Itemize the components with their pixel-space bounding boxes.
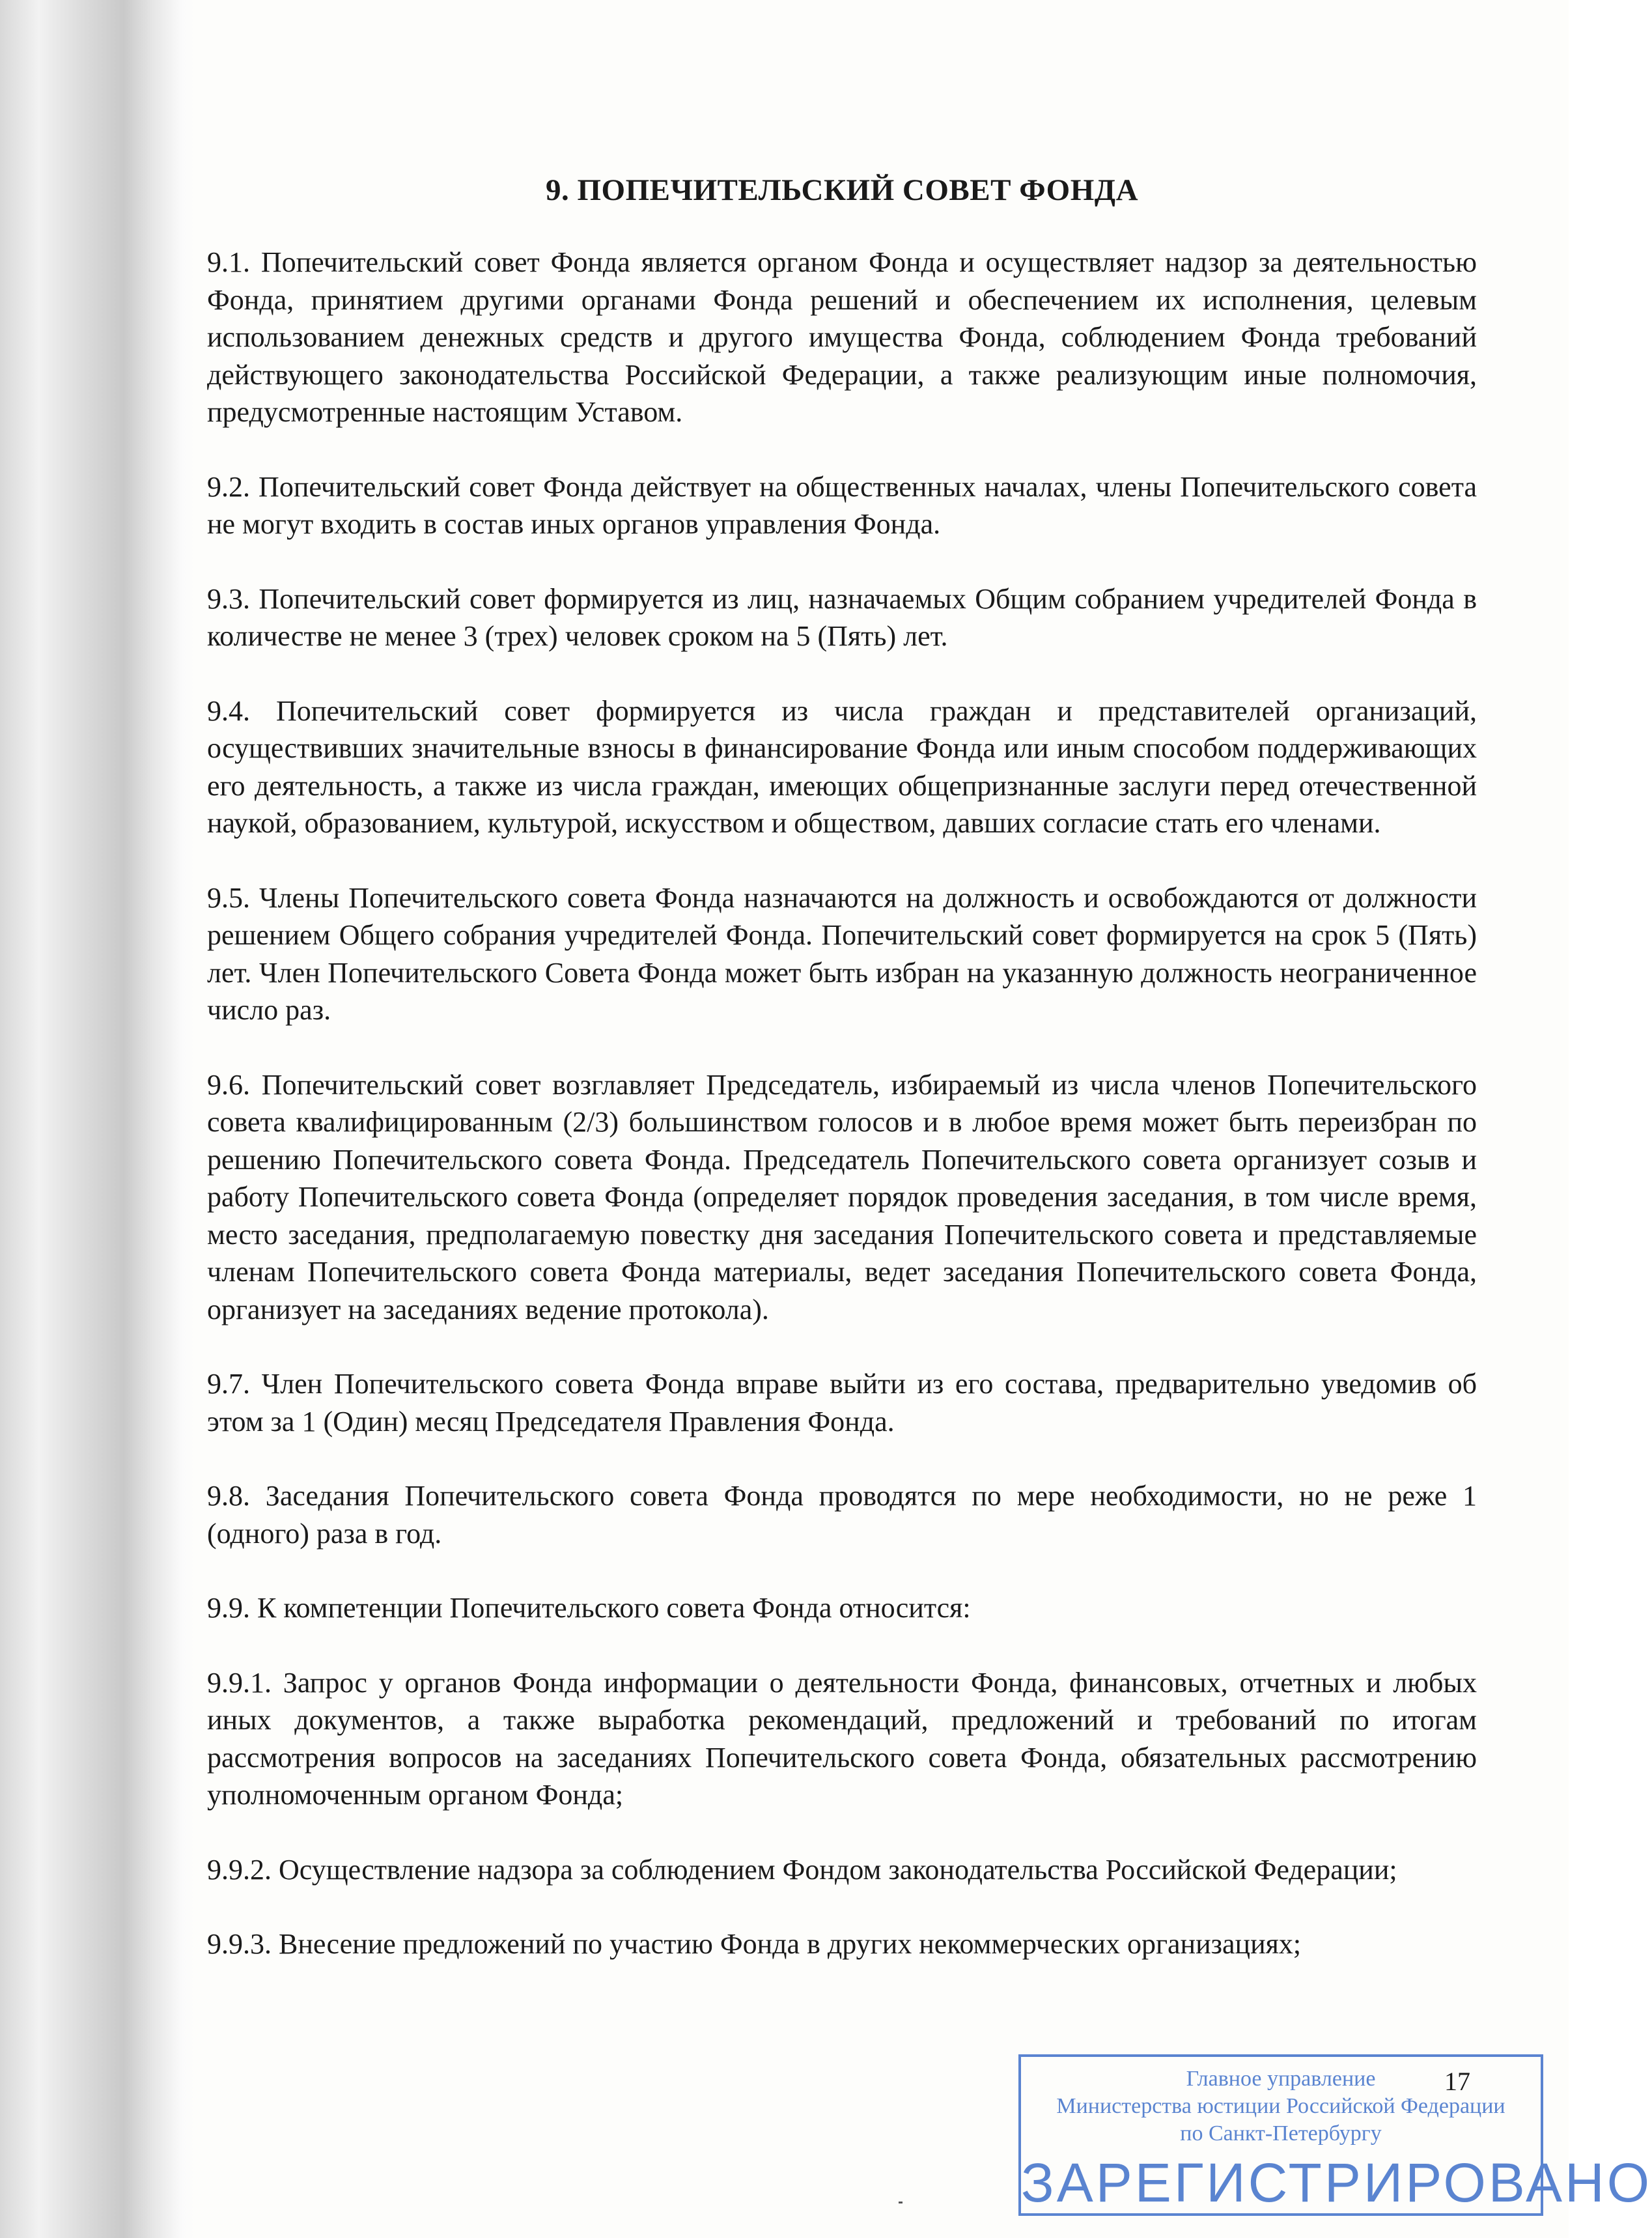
- scan-edge-shadow: [0, 0, 195, 2238]
- paragraph-9-4: 9.4. Попечительский совет формируется из числа граждан и представителей организаций, осуществивших значительные взносы в финансирование Фонда или иным способом поддерживающих его деятельность, а также из числа граждан, имеющих общепризнанные заслуги перед отечественной наукой, образованием, культурой, искусством и обществом, давших согласие стать его членами.: [207, 694, 1477, 839]
- section-title: 9. ПОПЕЧИТЕЛЬСКИЙ СОВЕТ ФОНДА: [545, 173, 1139, 207]
- paragraph-9-5: 9.5. Члены Попечительского совета Фонда назначаются на должность и освобождаются от должности решением Общего собрания учредителей Фонда. Попечительский совет формируется на срок 5 (Пять) лет. Член Попечительского Совета Фонда может быть избран на указанную должность неограниченное число раз.: [207, 881, 1477, 1026]
- stamp-registered-text: ЗАРЕГИСТРИРОВАНО: [1021, 2152, 1652, 2213]
- stamp-authority-line: Главное управление: [1186, 2067, 1376, 2091]
- paragraph-9-3: 9.3. Попечительский совет формируется из лиц, назначаемых Общим собранием учредителей Фонда в количестве не менее 3 (трех) человек сроком на 5 (Пять) лет.: [207, 582, 1477, 652]
- stamp-ministry-line: Министерства юстиции Российской Федерации: [1056, 2094, 1505, 2118]
- paragraph-9-7: 9.7. Член Попечительского совета Фонда вправе выйти из его состава, предварительно уведомив об этом за 1 (Один) месяц Председателя Правления Фонда.: [207, 1368, 1477, 1438]
- paragraph-9-9: 9.9. К компетенции Попечительского совета Фонда относится:: [207, 1592, 971, 1624]
- document-body: [207, 171, 1477, 1963]
- stamp-region-line: по Санкт-Петербургу: [1180, 2121, 1382, 2146]
- paragraph-9-9-2: 9.9.2. Осуществление надзора за соблюдением Фондом законодательства Российской Федерации;: [207, 1853, 1397, 1886]
- paragraph-9-6: 9.6. Попечительский совет возглавляет Председатель, избираемый из числа членов Попечительского совета квалифицированным (2/3) большинством голосов и в любое время может быть переизбран по решению Попечительского совета Фонда. Председатель Попечительского совета организует созыв и работу Попечительского совета Фонда (определяет порядок проведения заседания, в том числе время, место заседания, предполагаемую повестку дня заседания Попечительского совета и представляемые членам Попечительского совета Фонда материалы, ведет заседания Попечительского совета Фонда, организует на заседаниях ведение протокола).: [207, 1068, 1477, 1325]
- paragraph-9-1: 9.1. Попечительский совет Фонда является органом Фонда и осуществляет надзор за деятельностью Фонда, принятием другими органами Фонда решений и обеспечением их исполнения, целевым использованием денежных средств и другого имущества Фонда, соблюдением Фонда требований действующего законодательства Российской Федерации, а также реализующим иные полномочия, предусмотренные настоящим Уставом.: [207, 246, 1477, 428]
- paragraph-9-9-3: 9.9.3. Внесение предложений по участию Фонда в других некоммерческих организациях;: [207, 1928, 1302, 1960]
- paragraph-9-2: 9.2. Попечительский совет Фонда действует на общественных началах, члены Попечительского совета не могут входить в состав иных органов управления Фонда.: [207, 470, 1477, 540]
- paragraph-9-9-1: 9.9.1. Запрос у органов Фонда информации о деятельности Фонда, финансовых, отчетных и любых иных документов, а также выработка рекомендаций, предложений и требований по итогам рассмотрения вопросов на заседаниях Попечительского совета Фонда, обязательных рассмотрению уполномоченным органом Фонда;: [207, 1666, 1477, 1811]
- page-number: 17: [1444, 2067, 1470, 2096]
- scan-speck: [899, 2202, 903, 2203]
- paragraph-9-8: 9.8. Заседания Попечительского совета Фонда проводятся по мере необходимости, но не реже 1 (одного) раза в год.: [207, 1480, 1477, 1550]
